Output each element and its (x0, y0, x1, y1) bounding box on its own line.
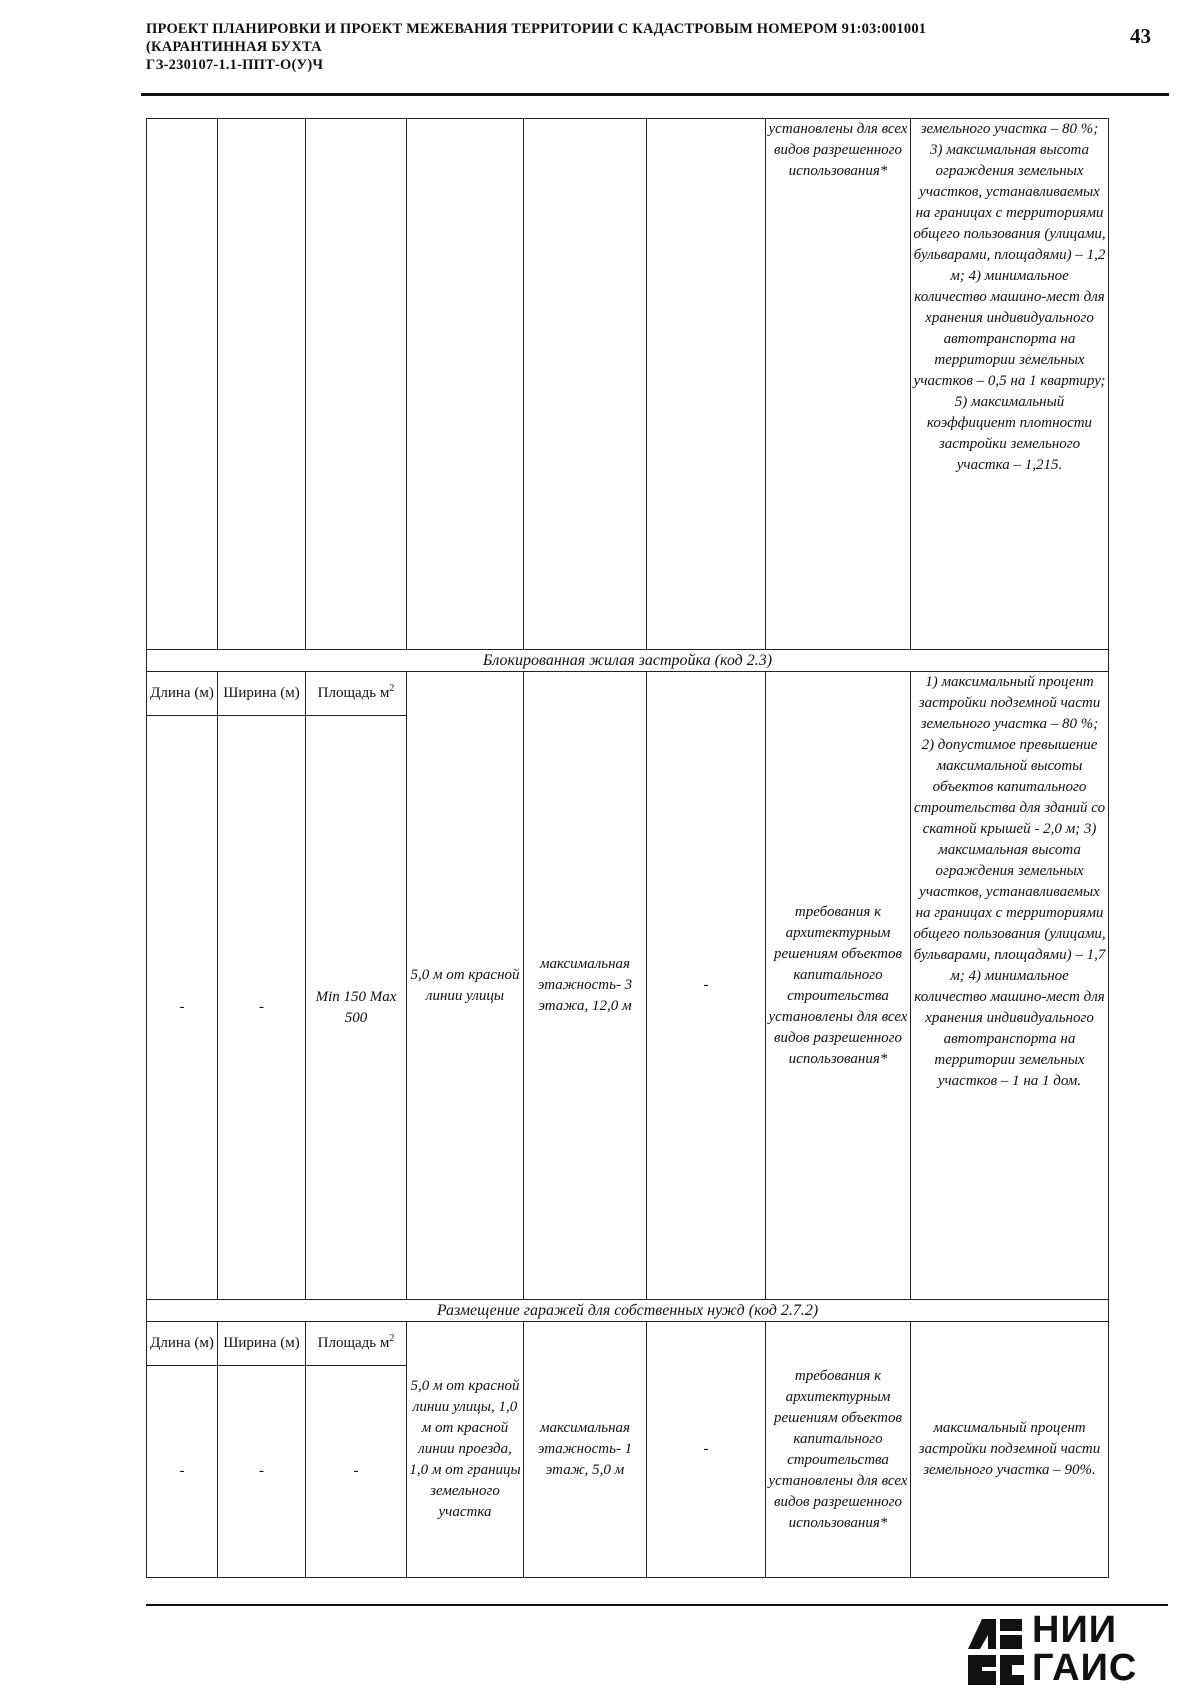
section-row-blocked-housing (147, 650, 1109, 672)
header-area-sup: 2 (389, 1333, 395, 1344)
header-area (306, 672, 407, 716)
cell-setback: 5,0 м от красной линии улицы, 1,0 м от красной линии проезда, 1,0 м от границы земельного участка (407, 1322, 524, 1578)
cell-empty (218, 119, 306, 650)
zoning-regulations-table (146, 118, 1109, 1578)
cell-empty (147, 119, 218, 650)
cell-width: - (218, 716, 306, 1300)
cell-max-height: максимальная этажность- 1 этаж, 5,0 м (524, 1322, 647, 1578)
cell-architecture-requirements: требования к архитектурным решениям объектов капитального строительства установлены для всех видов разрешенного использования* (766, 672, 911, 1300)
cell-area: Min 150 Max 500 (306, 716, 407, 1300)
header-area-sup: 2 (389, 683, 395, 694)
cell-empty (306, 119, 407, 650)
cell-additional-parameters: 1) максимальный процент застройки подземной части земельного участка – 80 %; 2) допустимое превышение максимальной высоты объектов капитального строительства для зданий со скатной крышей - 2,0 м; 3) максимальная высота ограждения земельных участков, устанавливаемых на границах с территориями общего пользования (улицами, бульварами, площадями) – 1,7 м; 4) минимальное количество машино-мест для хранения индивидуального автотранспорта на территории земельных участков – 1 на 1 дом. (911, 672, 1109, 1300)
section-title-garages: Размещение гаражей для собственных нужд (код 2.7.2) (147, 1300, 1109, 1322)
header-width: Ширина (м) (218, 672, 306, 716)
table-row-continued (147, 119, 1109, 650)
cell-additional-parameters: земельного участка – 80 %; 3) максимальная высота ограждения земельных участков, устанавливаемых на границах с территориями общего пользования (улицами, бульварами, площадями) – 1,2 м; 4) минимальное количество машино-мест для хранения индивидуального автотранспорта на территории земельных участков – 0,5 на 1 квартиру; 5) максимальный коэффициент плотности застройки земельного участка – 1,215. (911, 119, 1109, 650)
header-width: Ширина (м) (218, 1322, 306, 1366)
header-rule (141, 93, 1169, 96)
table-row-blocked-housing-header (147, 672, 1109, 716)
header-area (306, 1322, 407, 1366)
company-logo (966, 1611, 1166, 1689)
cell-architecture-requirements: установлены для всех видов разрешенного использования* (766, 119, 911, 650)
header-title-line2: (КАРАНТИННАЯ БУХТА (146, 39, 322, 55)
cell-empty (407, 119, 524, 650)
logo-wordmark (1032, 1611, 1137, 1687)
cell-architecture-requirements: требования к архитектурным решениям объектов капитального строительства установлены для всех видов разрешенного использования* (766, 1322, 911, 1578)
section-title-blocked-housing: Блокированная жилая застройка (код 2.3) (147, 650, 1109, 672)
header-area-label: Площадь м (317, 1335, 390, 1351)
header-title-line1: ПРОЕКТ ПЛАНИРОВКИ И ПРОЕКТ МЕЖЕВАНИЯ ТЕРРИТОРИИ С КАДАСТРОВЫМ НОМЕРОМ 91:03:001001 (146, 21, 927, 37)
cell-col6: - (647, 672, 766, 1300)
document-header (146, 20, 1146, 74)
logo-text-line1: НИИ (1032, 1609, 1118, 1651)
cell-max-height: максимальная этажность- 3 этажа, 12,0 м (524, 672, 647, 1300)
section-row-garages (147, 1300, 1109, 1322)
cell-additional-parameters: максимальный процент застройки подземной части земельного участка – 90%. (911, 1322, 1109, 1578)
cell-length: - (147, 1366, 218, 1578)
cell-empty (647, 119, 766, 650)
header-doc-code: ГЗ-230107-1.1-ППТ-О(У)Ч (146, 57, 324, 73)
cell-area: - (306, 1366, 407, 1578)
header-length: Длина (м) (147, 672, 218, 716)
header-area-label: Площадь м (317, 685, 390, 701)
header-length: Длина (м) (147, 1322, 218, 1366)
cell-col6: - (647, 1322, 766, 1578)
page-number: 43 (1130, 24, 1151, 48)
logo-emblem-icon (966, 1615, 1026, 1687)
cell-setback: 5,0 м от красной линии улицы (407, 672, 524, 1300)
footer-rule (146, 1604, 1168, 1606)
cell-length: - (147, 716, 218, 1300)
cell-empty (524, 119, 647, 650)
logo-text-line2: ГАИС (1032, 1647, 1138, 1689)
cell-width: - (218, 1366, 306, 1578)
table-row-garages-header (147, 1322, 1109, 1366)
